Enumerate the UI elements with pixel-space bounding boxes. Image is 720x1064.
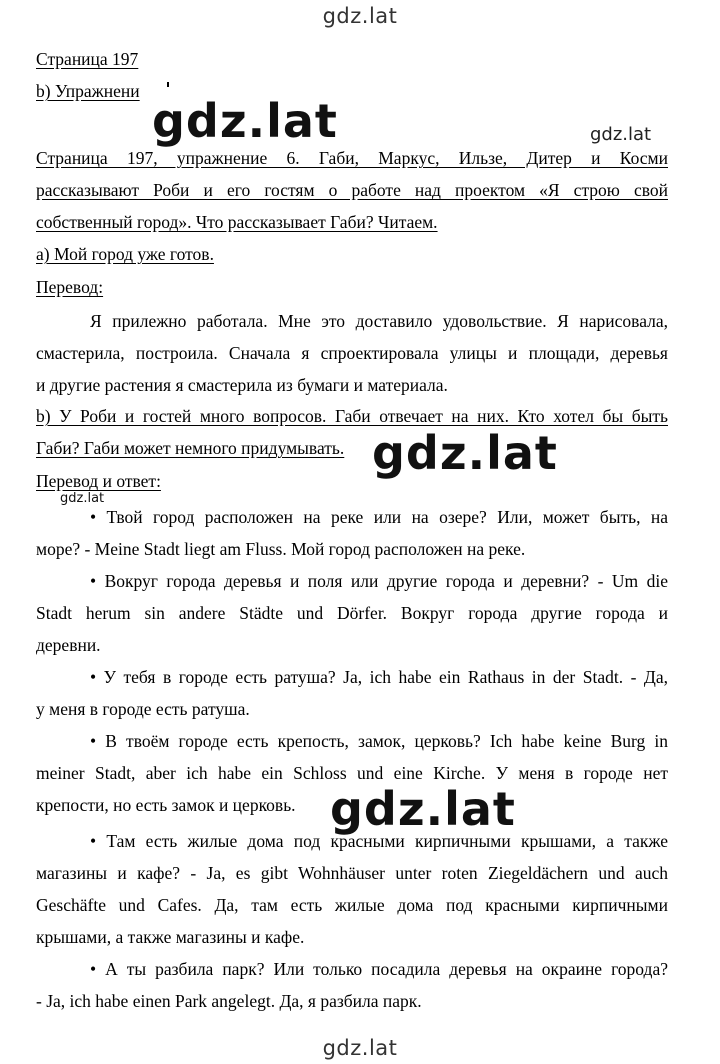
part-a-heading: а) Мой город уже готов. — [36, 244, 214, 264]
qa-line: море? - Meine Stadt liegt am Fluss. Мой город расположен на реке. — [36, 539, 526, 559]
part-b-translation-label: Перевод и ответ: — [36, 471, 161, 491]
qa-line: Stadt herum sin andere Städte und Dörfer. Вокруг города другие города и — [36, 603, 668, 623]
qa-line: - Ja, ich habe einen Park angelegt. Да, я разбила парк. — [36, 991, 422, 1011]
part-b-heading-line: Габи? Габи может немного придумывать. — [36, 438, 345, 458]
qa-line: • У тебя в городе есть ратуша? Ja, ich habe ein Rathaus in der Stadt. - Да, — [90, 667, 668, 687]
task-line: рассказывают Роби и его гостям о работе над проектом «Я строю свой — [36, 180, 668, 200]
qa-line: • Твой город расположен на реке или на озере? Или, может быть, на — [90, 507, 668, 527]
qa-line: • А ты разбила парк? Или только посадила деревья на окраине города? — [90, 959, 668, 979]
qa-line: Geschäfte und Cafes. Да, там есть жилые дома под красными кирпичными — [36, 895, 668, 915]
watermark-small: gdz.lat — [590, 124, 652, 145]
task-line: собственный город». Что рассказывает Габи? Читаем. — [36, 212, 438, 232]
qa-line: • Там есть жилые дома под красными кирпичными крышами, а также — [90, 831, 668, 851]
watermark-large: gdz.lat — [372, 426, 558, 480]
part-a-text-line: и другие растения я смастерила из бумаги и материала. — [36, 375, 448, 395]
exercise-label: b) Упражнени — [36, 81, 140, 101]
qa-line: магазины и кафе? - Ja, es gibt Wohnhäuser unter roten Ziegeldächern und auch — [36, 863, 668, 883]
qa-line: деревни. — [36, 635, 101, 655]
qa-line: • В твоём городе есть крепость, замок, церковь? Ich habe keine Burg in — [90, 731, 668, 751]
qa-line: у меня в городе есть ратуша. — [36, 699, 250, 719]
part-b-heading-line: b) У Роби и гостей много вопросов. Габи отвечает на них. Кто хотел бы быть — [36, 406, 668, 426]
watermark-large: gdz.lat — [152, 94, 338, 148]
qa-line: крепости, но есть замок и церковь. — [36, 795, 296, 815]
qa-line: meiner Stadt, aber ich habe ein Schloss und eine Kirche. У меня в городе нет — [36, 763, 668, 783]
watermark-small: gdz.lat — [60, 491, 105, 506]
part-a-text-line: Я прилежно работала. Мне это доставило удовольствие. Я нарисовала, — [90, 311, 668, 331]
watermark-bottom: gdz.lat — [322, 1036, 398, 1060]
stray-mark — [167, 82, 169, 87]
part-a-translation-label: Перевод: — [36, 277, 104, 297]
qa-line: • Вокруг города деревья и поля или другие города и деревни? - Um die — [90, 571, 668, 591]
part-a-text-line: смастерила, построила. Сначала я спроектировала улицы и площади, деревья — [36, 343, 668, 363]
qa-line: крышами, а также магазины и кафе. — [36, 927, 305, 947]
task-line: Страница 197, упражнение 6. Габи, Маркус, Ильзе, Дитер и Косми — [36, 148, 668, 168]
watermark-top: gdz.lat — [322, 4, 398, 28]
watermark-large: gdz.lat — [330, 782, 516, 836]
page-reference: Страница 197 — [36, 49, 139, 69]
